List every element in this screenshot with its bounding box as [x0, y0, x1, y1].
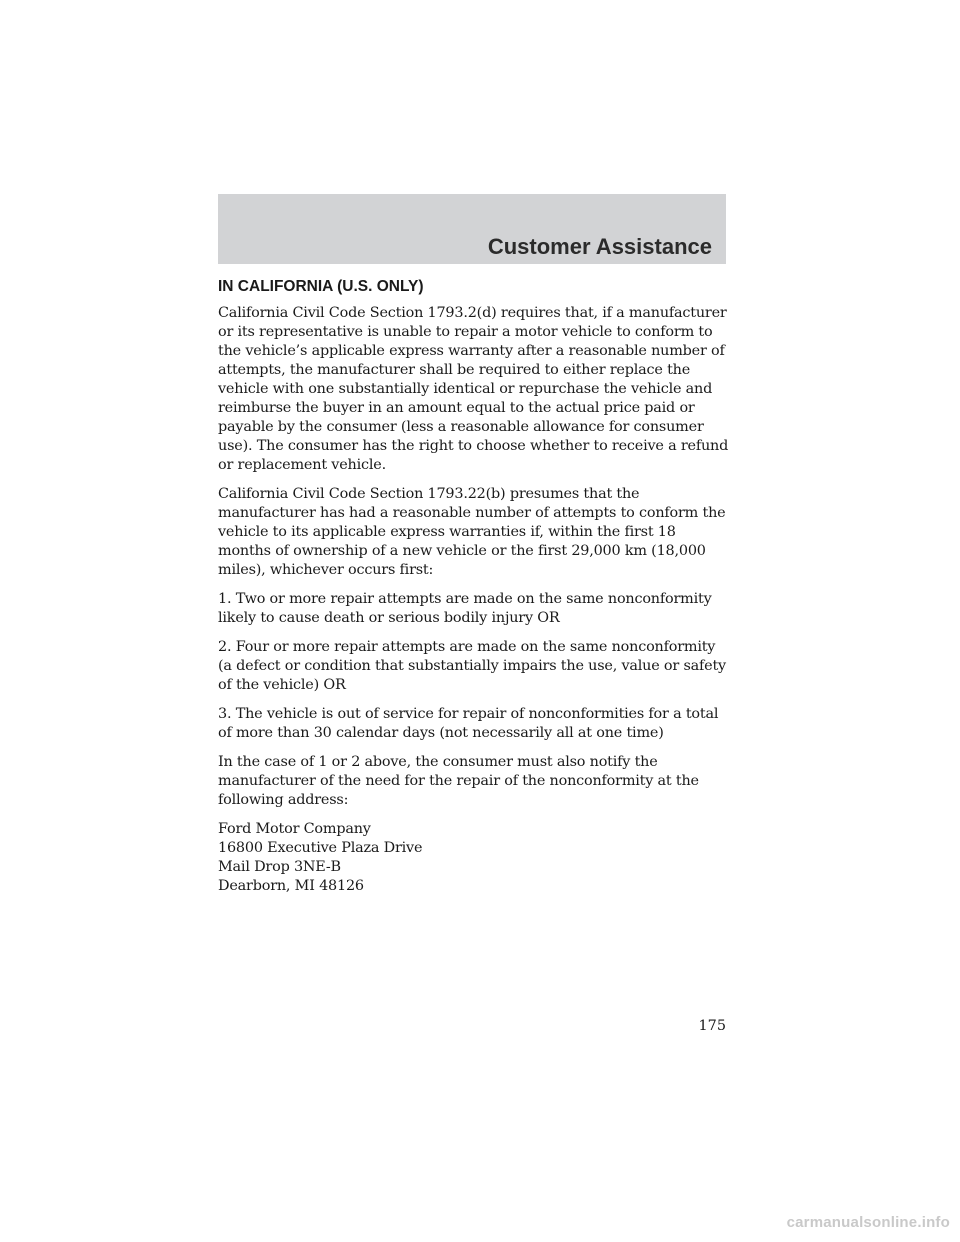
watermark: carmanualsonline.info: [786, 1214, 950, 1231]
address-line-street: 16800 Executive Plaza Drive: [218, 840, 423, 856]
address-line-company: Ford Motor Company: [218, 821, 371, 837]
address-line-mail-drop: Mail Drop 3NE-B: [218, 859, 341, 875]
address-line-city: Dearborn, MI 48126: [218, 878, 364, 894]
section-heading: IN CALIFORNIA (U.S. ONLY): [218, 278, 424, 295]
page-content: [218, 277, 730, 896]
list-item-1: 1. Two or more repair attempts are made on the same nonconformity likely to cause death or serious bodily injury OR: [218, 591, 712, 626]
page-number: 175: [698, 1018, 726, 1034]
mailing-address: [218, 820, 730, 896]
list-item-3: 3. The vehicle is out of service for repair of nonconformities for a total of more than 30 calendar days (not necessarily all at one time): [218, 706, 719, 741]
paragraph-notify-manufacturer: In the case of 1 or 2 above, the consumer must also notify the manufacturer of the need for the repair of the nonconformity at the following address:: [218, 754, 699, 808]
list-item-2: 2. Four or more repair attempts are made on the same nonconformity (a defect or condition that substantially impairs the use, value or safety of the vehicle) OR: [218, 639, 726, 693]
section-title: Customer Assistance: [487, 234, 712, 259]
section-header-band: [218, 194, 726, 264]
paragraph-civil-code-1793-22: California Civil Code Section 1793.22(b) presumes that the manufacturer has had a reasonable number of attempts to conform the vehicle to its applicable express warranties if, within the first 18 months of ownership of a new vehicle or the first 29,000 km (18,000 miles), whichever occurs first:: [218, 486, 726, 578]
paragraph-civil-code-1793-2: California Civil Code Section 1793.2(d) requires that, if a manufacturer or its representative is unable to repair a motor vehicle to conform to the vehicle’s applicable express warranty after a reasonable number of attempts, the manufacturer shall be required to either replace the vehicle with one substantially identical or repurchase the vehicle and reimburse the buyer in an amount equal to the actual price paid or payable by the consumer (less a reasonable allowance for consumer use). The consumer has the right to choose whether to receive a refund or replacement vehicle.: [218, 305, 729, 473]
